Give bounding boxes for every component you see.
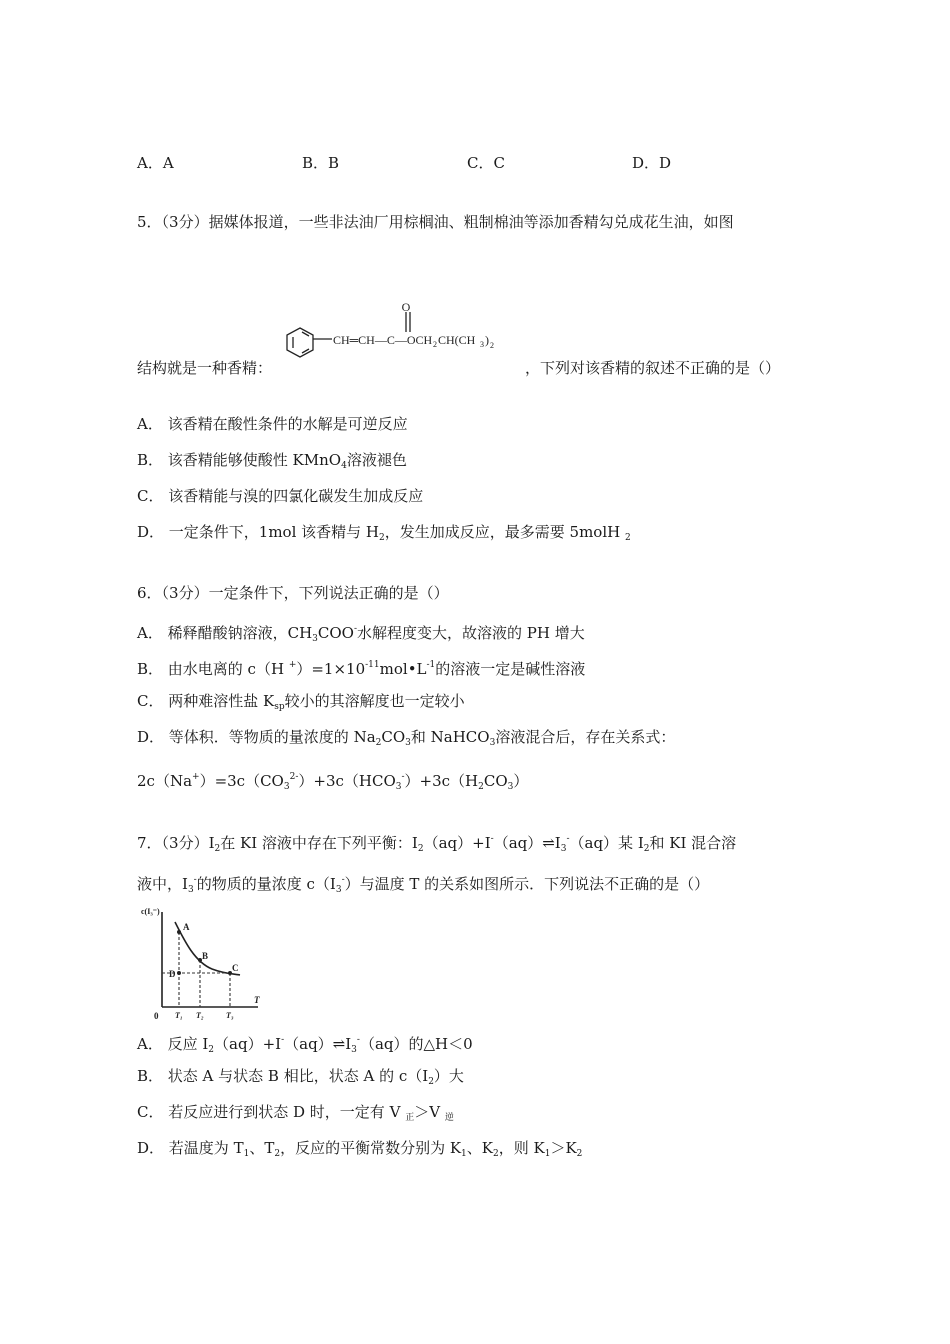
q6-equation: $2c(Na^+)=3c(CO_3^{2-})+3c(HCO_3^-)+3c(H_2CO_3)$ (137, 772, 529, 792)
structure-sub-3: 3 (480, 340, 484, 349)
q5-option-d: D． 一定条件下，1mol 该香精与 $H_2$，发生加成反应，最多需要 5molH $_2$ (137, 523, 631, 543)
tick-t2: T₂ (196, 1011, 204, 1020)
q5-option-a: A． 该香精在酸性条件的水解是可逆反应 (137, 415, 408, 433)
structure-sub-2b: 2 (490, 341, 494, 350)
q7-option-c: C． 若反应进行到状态 D 时，一定有 V $_正$＞V $_逆$ (137, 1103, 454, 1123)
q6-option-a: A． 稀释醋酸钠溶液，$CH_3COO^-$水解程度变大，故溶液的 PH 增大 (137, 624, 585, 644)
q5-stem-line1: 5．（3分）据媒体报道，一些非法油厂用棕榈油、粗制棉油等添加香精勾兑成花生油，如图 (137, 213, 734, 231)
q5-stem-line2-pre: 结构就是一种香精： (137, 359, 273, 377)
benzene-ring (287, 328, 313, 357)
point-c-label: C (232, 963, 239, 973)
structure-chain: CH═CH—C—OCH (333, 333, 433, 347)
option-c: C．C (467, 154, 505, 172)
carbonyl-oxygen: O (401, 300, 411, 314)
q5-option-c: C． 该香精能与溴的四氯化碳发生加成反应 (137, 487, 424, 505)
graph-xlabel: T (254, 995, 260, 1005)
structure-sub-2a: 2 (433, 340, 437, 349)
option-a: A．A (137, 154, 174, 172)
cinnamate-structure (278, 300, 510, 370)
structure-tail: CH(CH (438, 333, 476, 347)
option-b: B．B (302, 154, 340, 172)
q6-option-b: B． 由水电离的 c（H $^+)=1\times 10^{-11}mol•L^{-1}$的溶液一定是碱性溶液 (137, 660, 586, 678)
graph-ylabel: c(I₃⁻) (141, 907, 160, 916)
q7-option-a: A． 反应 $I_2(aq)+I^-(aq)\rightleftharpoons I_3^-(aq)$的△H＜0 (137, 1035, 473, 1055)
q6-option-d: D． 等体积．等物质的量浓度的 $Na_2CO_3$和 NaHCO$_3$溶液混合后，存在关系式： (137, 728, 676, 748)
tick-t3: T₃ (226, 1011, 234, 1020)
point-a-label: A (183, 922, 190, 932)
q7-stem-line2: 液中，$I_3^-$的物质的量浓度 $c(I_3^-)$与温度 T 的关系如图所示．下列说法不正确的是（） (137, 875, 710, 895)
option-d: D．D (632, 154, 672, 172)
q6-option-c: C． 两种难溶性盐 $K_{sp}$较小的其溶解度也一定较小 (137, 692, 465, 712)
point-d-label: D (169, 969, 176, 979)
q7-graph (140, 902, 265, 1022)
graph-origin: 0 (154, 1011, 159, 1021)
q7-option-b: B． 状态 A 与状态 B 相比，状态 A 的 $c(I_2)$大 (137, 1067, 464, 1087)
tick-t1: T₁ (175, 1011, 183, 1020)
q7-option-d: D． 若温度为 $T_1$、$T_2$，反应的平衡常数分别为 $K_1$、$K_2$，则 $K_1>K_2$ (137, 1139, 583, 1159)
q5-option-b: B． 该香精能够使酸性 KMnO$_4$溶液褪色 (137, 451, 407, 471)
structure-close: ) (485, 333, 489, 347)
q5-stem-line2-post: ，下列对该香精的叙述不正确的是（） (525, 359, 781, 377)
q7-stem-line1: 7．（3分）$I_2$在 KI 溶液中存在下列平衡：$I_2(aq)+I^-(aq)\rightleftharpoons I_3^-(aq)$某 $I_2$和 KI 混合溶 (137, 834, 737, 854)
point-b-label: B (202, 951, 209, 961)
q6-stem: 6．（3分）一定条件下，下列说法正确的是（） (137, 584, 449, 602)
